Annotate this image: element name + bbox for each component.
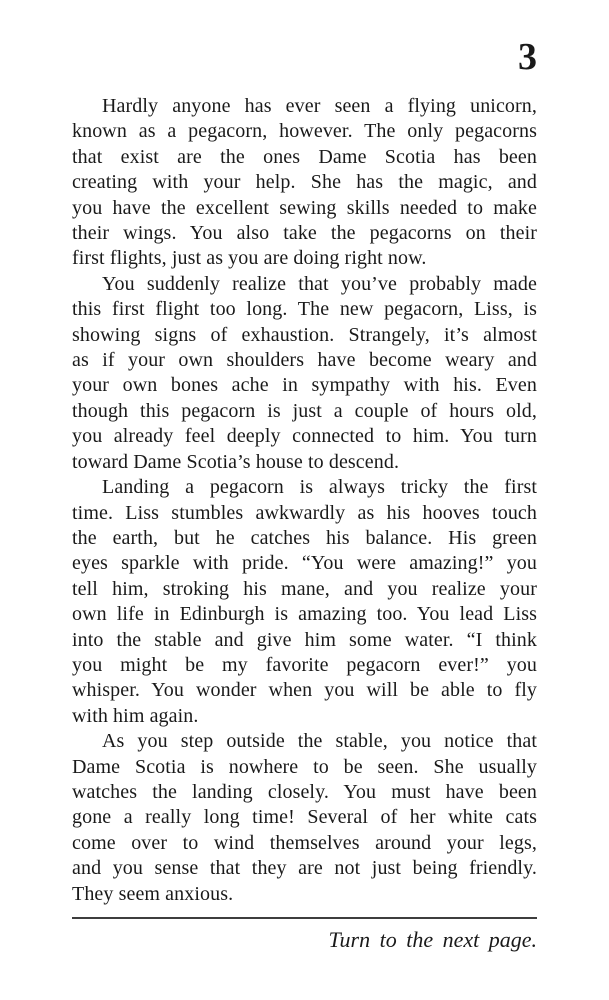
story-line-p1-2: known as a pegacorn, however. The only pegacorns xyxy=(72,120,537,143)
story-line-p3-1: Landing a pegacorn is always tricky the first xyxy=(102,476,537,499)
story-line-p2-8: toward Dame Scotia’s house to descend. xyxy=(72,450,400,473)
story-line-p3-5: tell him, stroking his mane, and you realize your xyxy=(72,577,537,600)
story-line-p2-5: your own bones ache in sympathy with his. Even xyxy=(72,374,537,397)
story-line-p1-1: Hardly anyone has ever seen a flying unicorn, xyxy=(102,95,537,117)
story-line-p4-4: gone a really long time! Several of her white cats xyxy=(72,806,537,829)
footer-divider xyxy=(72,917,537,919)
story-text xyxy=(72,94,537,907)
story-line-p3-3: the earth, but he catches his balance. His green xyxy=(72,526,537,549)
story-line-p3-9: whisper. You wonder when you will be able to fly xyxy=(72,679,537,702)
story-line-p4-6: and you sense that they are not just being friendly. xyxy=(72,857,537,880)
story-line-p4-2: Dame Scotia is nowhere to be seen. She usually xyxy=(72,755,537,778)
story-line-p2-3: showing signs of exhaustion. Strangely, it’s almost xyxy=(72,323,537,346)
story-line-p2-6: though this pegacorn is just a couple of hours old, xyxy=(72,399,537,422)
page-number: 3 xyxy=(518,36,537,78)
story-line-p4-1: As you step outside the stable, you notice that xyxy=(102,730,537,753)
story-line-p3-8: you might be my favorite pegacorn ever!” you xyxy=(72,653,537,676)
story-line-p4-3: watches the landing closely. You must have been xyxy=(72,780,537,803)
story-line-p4-5: come over to wind themselves around your legs, xyxy=(72,831,537,854)
story-line-p3-7: into the stable and give him some water. “I think xyxy=(72,628,537,651)
story-line-p1-6: their wings. You also take the pegacorns on their xyxy=(72,222,537,245)
story-line-p3-4: eyes sparkle with pride. “You were amazing!” you xyxy=(72,552,537,575)
story-line-p3-10: with him again. xyxy=(72,704,199,727)
story-line-p4-7: They seem anxious. xyxy=(72,882,234,905)
turn-instruction: Turn to the next page. xyxy=(328,927,537,952)
story-line-p1-3: that exist are the ones Dame Scotia has been xyxy=(72,145,537,168)
story-line-p2-2: this first flight too long. The new pegacorn, Liss, is xyxy=(72,298,537,321)
story-line-p3-2: time. Liss stumbles awkwardly as his hooves touch xyxy=(72,501,537,524)
story-line-p1-5: you have the excellent sewing skills needed to make xyxy=(72,196,537,219)
story-line-p1-7: first flights, just as you are doing right now. xyxy=(72,247,427,270)
story-line-p2-4: as if your own shoulders have become weary and xyxy=(72,349,537,372)
story-line-p2-1: You suddenly realize that you’ve probably made xyxy=(102,272,537,295)
story-line-p1-4: creating with your help. She has the magic, and xyxy=(72,171,537,194)
story-line-p3-6: own life in Edinburgh is amazing too. You lead Liss xyxy=(72,603,537,626)
story-line-p2-7: you already feel deeply connected to him. You turn xyxy=(72,425,537,448)
